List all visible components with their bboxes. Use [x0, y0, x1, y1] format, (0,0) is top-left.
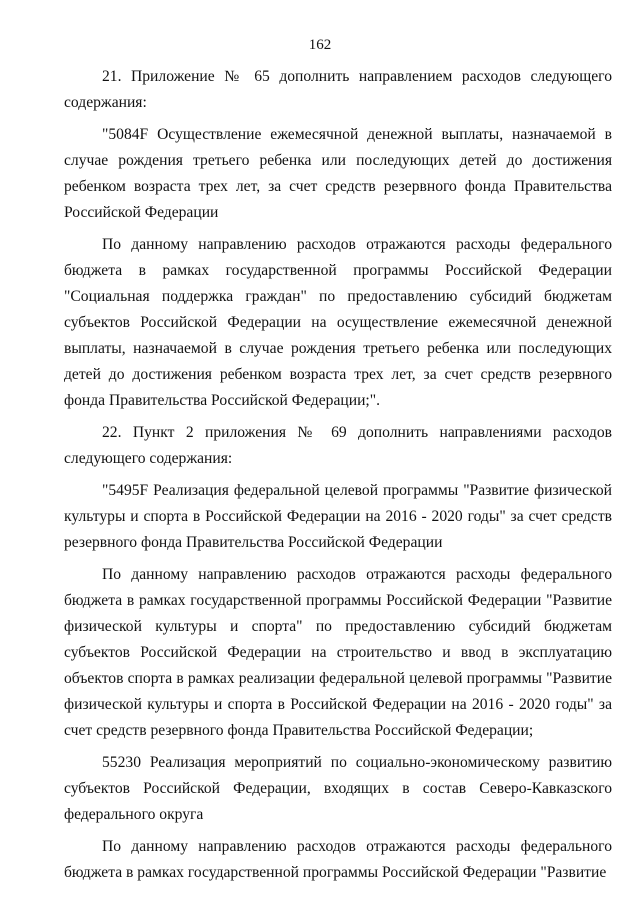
- paragraph-code-55230: 55230 Реализация мероприятий по социально-экономическому развитию субъектов Российской Федерации, входящих в состав Северо-Кавказского федерального округа: [64, 754, 612, 823]
- page-number: 162: [308, 37, 332, 53]
- document-body: [64, 64, 612, 886]
- paragraph-code-5084f: "5084F Осуществление ежемесячной денежной выплаты, назначаемой в случае рождения третьего ребенка или последующих детей до достижения ребенком возраста трех лет, за счет средств резервного фонда Правительства Российской Федерации: [64, 126, 612, 221]
- paragraph-code-5495f: "5495F Реализация федеральной целевой программы "Развитие физической культуры и спорта в Российской Федерации на 2016 - 2020 годы" за счет средств резервного фонда Правительства Российской Федерации: [64, 482, 612, 551]
- paragraph-description-5084f: По данному направлению расходов отражаются расходы федерального бюджета в рамках государственной программы Российской Федерации "Социальная поддержка граждан" по предоставлению субсидий бюджетам субъектов Российской Федерации на осуществление ежемесячной денежной выплаты, назначаемой в случае рождения третьего ребенка или последующих детей до достижения ребенком возраста трех лет, за счет средств резервного фонда Правительства Российской Федерации;".: [64, 236, 612, 409]
- paragraph-item-21: 21. Приложение № 65 дополнить направлением расходов следующего содержания:: [64, 68, 612, 111]
- paragraph-item-22: 22. Пункт 2 приложения № 69 дополнить направлениями расходов следующего содержания:: [64, 424, 612, 467]
- paragraph-description-55230: По данному направлению расходов отражаются расходы федерального бюджета в рамках государственной программы Российской Федерации "Развитие: [64, 838, 612, 881]
- paragraph-description-5495f: По данному направлению расходов отражаются расходы федерального бюджета в рамках государственной программы Российской Федерации "Развитие физической культуры и спорта" по предоставлению субсидий бюджетам субъектов Российской Федерации на строительство и ввод в эксплуатацию объектов спорта в рамках реализации федеральной целевой программы "Развитие физической культуры и спорта в Российской Федерации на 2016 - 2020 годы" за счет средств резервного фонда Правительства Российской Федерации;: [64, 566, 612, 739]
